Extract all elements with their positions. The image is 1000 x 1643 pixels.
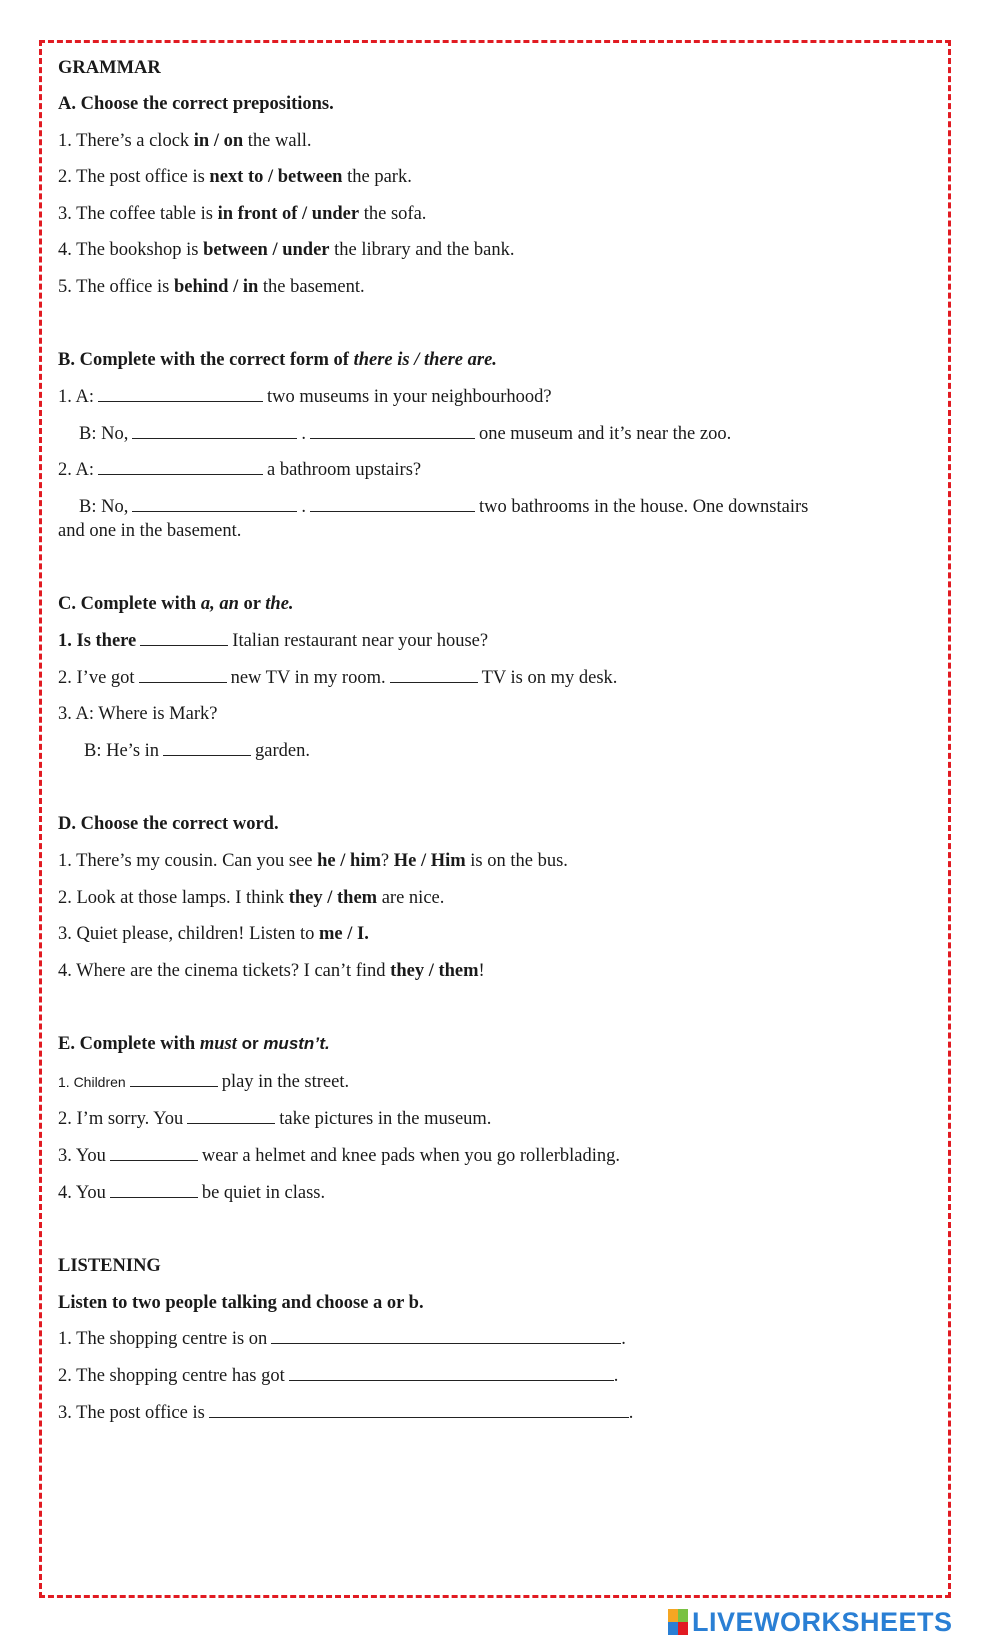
section-a-title: A. Choose the correct prepositions. (58, 94, 334, 114)
choice-option[interactable]: between / under (203, 240, 330, 260)
section-a-item-4: 4. The bookshop is between / under the library and the bank. (58, 240, 515, 260)
section-e-title: E. Complete with must or mustn’t. (58, 1034, 330, 1054)
listening-line-1: 1. The shopping centre is on . (58, 1329, 626, 1349)
section-a-item-1: 1. There’s a clock in / on the wall. (58, 131, 312, 151)
choice-option[interactable]: they / them (288, 888, 378, 908)
section-e-line-3: 3. You wear a helmet and knee pads when you go rollerblading. (58, 1146, 620, 1166)
section-b-line-2: B: No, . one museum and it’s near the zoo. (79, 424, 732, 444)
answer-blank[interactable] (98, 385, 263, 402)
answer-blank[interactable] (390, 666, 478, 683)
choice-option[interactable]: behind / in (173, 277, 259, 297)
section-b-line-5: and one in the basement. (58, 521, 242, 541)
answer-blank[interactable] (271, 1327, 621, 1344)
section-d-line-3: 3. Quiet please, children! Listen to me / I. (58, 924, 369, 944)
section-d-line-2: 2. Look at those lamps. I think they / them are nice. (58, 888, 445, 908)
answer-blank[interactable] (132, 495, 297, 512)
section-c-title: C. Complete with a, an or the. (58, 594, 294, 614)
answer-blank[interactable] (310, 422, 475, 439)
section-d-line-4: 4. Where are the cinema tickets? I can’t find they / them! (58, 961, 485, 981)
choice-option[interactable]: next to / between (209, 167, 343, 187)
section-a-item-5: 5. The office is behind / in the basement. (58, 277, 365, 297)
answer-blank[interactable] (139, 666, 227, 683)
answer-blank[interactable] (187, 1107, 275, 1124)
section-b-line-4: B: No, . two bathrooms in the house. One downstairs (79, 497, 809, 517)
choice-option[interactable]: me / I. (318, 924, 369, 944)
answer-blank[interactable] (98, 458, 263, 475)
section-c-line-1: 1. Is there Italian restaurant near your house? (58, 631, 489, 651)
section-a-item-3: 3. The coffee table is in front of / under the sofa. (58, 204, 427, 224)
section-b-line-3: 2. A: a bathroom upstairs? (58, 460, 422, 480)
answer-blank[interactable] (110, 1181, 198, 1198)
section-b-title: B. Complete with the correct form of there is / there are. (58, 350, 497, 370)
section-d-title: D. Choose the correct word. (58, 814, 279, 834)
listening-title: Listen to two people talking and choose a or b. (58, 1293, 424, 1313)
listening-line-3: 3. The post office is . (58, 1403, 634, 1423)
section-e-line-2: 2. I’m sorry. You take pictures in the museum. (58, 1109, 492, 1129)
grammar-heading: GRAMMAR (58, 58, 161, 78)
choice-option[interactable]: He / Him (393, 851, 466, 871)
answer-blank[interactable] (110, 1144, 198, 1161)
choice-option[interactable]: in / on (193, 131, 244, 151)
choice-option[interactable]: in front of / under (217, 204, 360, 224)
section-e-line-4: 4. You be quiet in class. (58, 1183, 326, 1203)
choice-option[interactable]: he / him (317, 851, 381, 871)
section-c-line-4: B: He’s in garden. (84, 741, 310, 761)
section-b-line-1: 1. A: two museums in your neighbourhood? (58, 387, 552, 407)
section-c-line-2: 2. I’ve got new TV in my room. TV is on my desk. (58, 668, 618, 688)
answer-blank[interactable] (140, 629, 228, 646)
listening-heading: LISTENING (58, 1256, 161, 1276)
section-a-item-2: 2. The post office is next to / between the park. (58, 167, 412, 187)
choice-option[interactable]: they / them (390, 961, 479, 981)
answer-blank[interactable] (209, 1401, 629, 1418)
liveworksheets-logo (668, 1606, 953, 1638)
answer-blank[interactable] (289, 1364, 614, 1381)
section-d-line-1: 1. There’s my cousin. Can you see he / him? He / Him is on the bus. (58, 851, 568, 871)
listening-line-2: 2. The shopping centre has got . (58, 1366, 619, 1386)
answer-blank[interactable] (163, 739, 251, 756)
section-c-line-3: 3. A: Where is Mark? (58, 704, 218, 724)
answer-blank[interactable] (130, 1070, 218, 1087)
answer-blank[interactable] (310, 495, 475, 512)
liveworksheets-logo-icon (668, 1609, 688, 1635)
logo-text: LIVEWORKSHEETS (692, 1606, 953, 1637)
section-e-line-1: 1. Children play in the street. (58, 1072, 350, 1092)
answer-blank[interactable] (132, 422, 297, 439)
